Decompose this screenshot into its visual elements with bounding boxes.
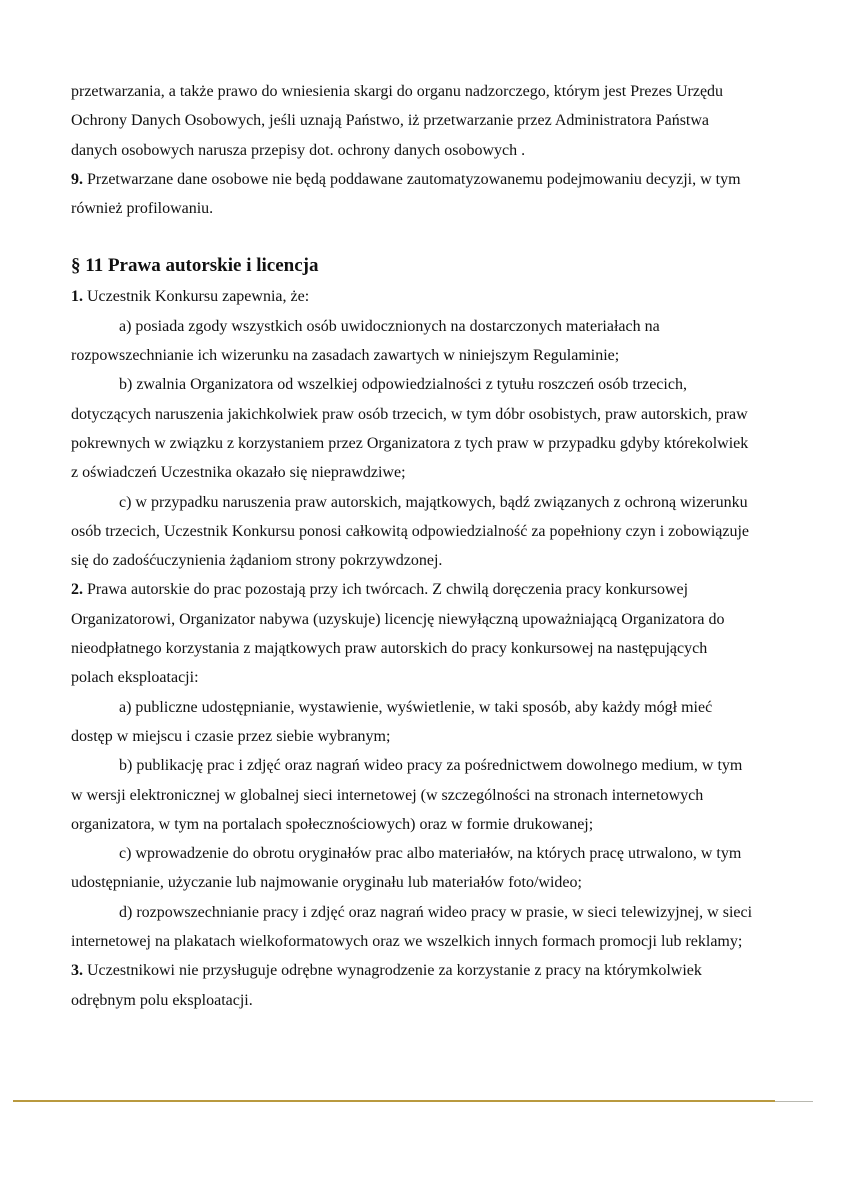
text-line: przetwarzania, a także prawo do wniesienia skargi do organu nadzorczego, którym jest Prezes Urzędu xyxy=(71,83,724,100)
text-line: się do zadośćuczynienia żądaniom strony pokrzywdzonej. xyxy=(71,552,443,570)
text-line: dotyczących naruszenia jakichkolwiek praw osób trzecich, w tym dóbr osobistych, praw autorskich, praw xyxy=(71,405,748,423)
point-number: 9. xyxy=(71,170,83,188)
text-line: udostępnianie, użyczanie lub najmowanie oryginału lub materiałów foto/wideo; xyxy=(71,874,582,892)
subpoint-c: c) wprowadzenie do obrotu oryginałów prac albo materiałów, na których pracę utrwalono, w tym xyxy=(119,845,742,863)
point-text: Prawa autorskie do prac pozostają przy ich twórcach. Z chwilą doręczenia pracy konkursowej xyxy=(83,581,689,599)
point-text: Uczestnikowi nie przysługuje odrębne wynagrodzenie za korzystanie z pracy na którymkolwiek xyxy=(83,962,702,980)
subpoint-b: b) zwalnia Organizatora od wszelkiej odpowiedzialności z tytułu roszczeń osób trzecich, xyxy=(119,376,687,394)
point-number: 1. xyxy=(71,288,83,306)
text-line: danych osobowych narusza przepisy dot. ochrony danych osobowych . xyxy=(71,141,526,159)
text-line: nieodpłatnego korzystania z majątkowych praw autorskich do pracy konkursowej na następujących xyxy=(71,640,708,658)
section-point-3 xyxy=(71,956,811,1015)
text-line: Ochrony Danych Osobowych, jeśli uznają Państwo, iż przetwarzanie przez Administratora Państwa xyxy=(71,112,710,130)
footer-divider xyxy=(13,1100,813,1102)
text-line xyxy=(71,282,811,311)
point-9 xyxy=(71,165,811,224)
point-number: 2. xyxy=(71,581,83,599)
point-text: Uczestnik Konkursu zapewnia, że: xyxy=(83,288,310,306)
text-line: internetowej na plakatach wielkoformatowych oraz we wszelkich innych formach promocji lub reklamy; xyxy=(71,933,743,951)
text-line: osób trzecich, Uczestnik Konkursu ponosi całkowitą odpowiedzialność za popełniony czyn i zobowiązuje xyxy=(71,522,750,540)
text-line xyxy=(71,956,811,985)
text-line: pokrewnych w związku z korzystaniem przez Organizatora z tych praw w przypadku gdyby którekolwiek xyxy=(71,434,749,452)
text-line: z oświadczeń Uczestnika okazało się nieprawdziwe; xyxy=(71,464,406,482)
text-line: Organizatorowi, Organizator nabywa (uzyskuje) licencję niewyłączną upoważniającą Organizatora do xyxy=(71,610,725,628)
text-line: dostęp w miejscu i czasie przez siebie wybranym; xyxy=(71,727,391,745)
text-line: w wersji elektronicznej w globalnej sieci internetowej (w szczególności na stronach internetowych xyxy=(71,786,704,804)
subpoint-a: a) publiczne udostępnianie, wystawienie, wyświetlenie, w taki sposób, aby każdy mógł mieć xyxy=(119,698,713,716)
subpoint-d: d) rozpowszechnianie pracy i zdjęć oraz nagrań wideo pracy w prasie, w sieci telewizyjnej, w sieci xyxy=(119,903,753,921)
section-point-1 xyxy=(71,282,811,575)
point-number: 3. xyxy=(71,962,83,980)
text-line: rozpowszechnianie ich wizerunku na zasadach zawartych w niniejszym Regulaminie; xyxy=(71,347,620,365)
subpoint-a: a) posiada zgody wszystkich osób uwidocznionych na dostarczonych materiałach na xyxy=(119,317,660,335)
footer-divider-end xyxy=(775,1101,813,1102)
footer-divider-gold xyxy=(13,1100,775,1102)
section-point-2 xyxy=(71,575,811,956)
text-line: również profilowaniu. xyxy=(71,200,214,218)
text-line: organizatora, w tym na portalach społecznościowych) oraz w formie drukowanej; xyxy=(71,815,594,833)
text-line xyxy=(71,165,811,194)
intro-paragraph xyxy=(71,77,811,165)
subpoint-b: b) publikację prac i zdjęć oraz nagrań wideo pracy za pośrednictwem dowolnego medium, w tym xyxy=(119,757,743,775)
text-line xyxy=(71,575,811,604)
subpoint-c: c) w przypadku naruszenia praw autorskich, majątkowych, bądź związanych z ochroną wizerunku xyxy=(119,493,748,511)
text-line: polach eksploatacji: xyxy=(71,669,199,687)
point-text: Przetwarzane dane osobowe nie będą poddawane zautomatyzowanemu podejmowaniu decyzji, w tym xyxy=(83,170,741,188)
document-page xyxy=(71,77,811,1015)
section-heading: § 11 Prawa autorskie i licencja xyxy=(71,255,319,277)
text-line: odrębnym polu eksploatacji. xyxy=(71,991,253,1009)
